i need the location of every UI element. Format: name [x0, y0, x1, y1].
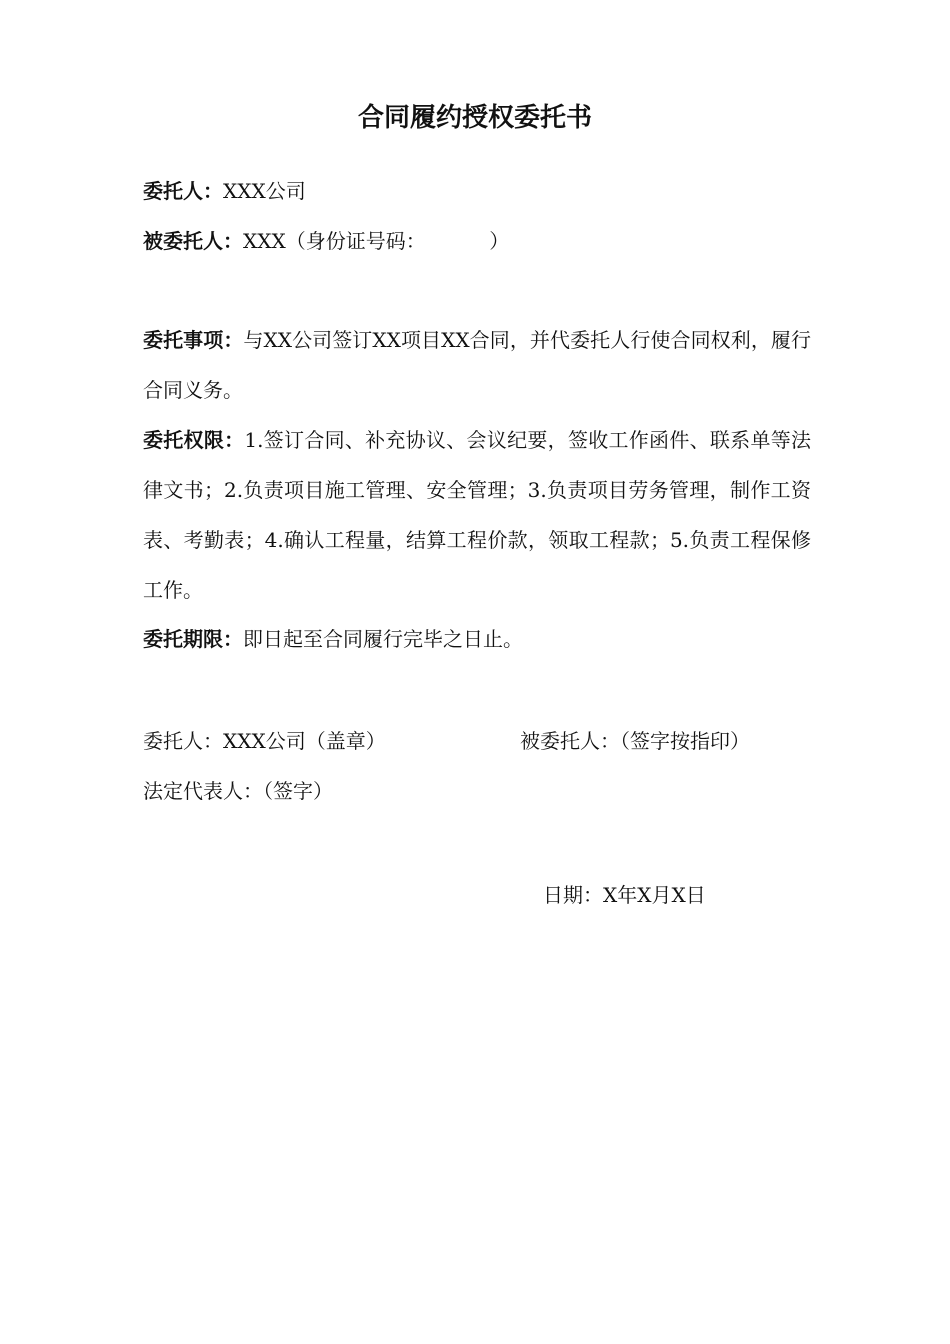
agent-label: 被委托人：: [143, 229, 243, 253]
authority-label: 委托权限：: [143, 428, 245, 452]
principal-line: [143, 166, 306, 216]
document-title: 合同履约授权委托书: [357, 103, 592, 133]
period-paragraph: [143, 614, 811, 664]
agent-value: XXX（身份证号码： ）: [243, 229, 510, 253]
matters-paragraph: [143, 315, 811, 415]
principal-value: XXX公司: [223, 179, 306, 203]
period-text: 即日起至合同履行完毕之日止。: [243, 627, 523, 651]
principal-signature: 委托人：XXX公司（盖章）: [143, 729, 386, 753]
agent-signature: 被委托人：（签字按指印）: [520, 729, 750, 753]
legal-representative-signature: 法定代表人：（签字）: [143, 779, 333, 803]
period-label: 委托期限：: [143, 627, 243, 651]
document-date: 日期：X年X月X日: [543, 883, 706, 907]
principal-label: 委托人：: [143, 179, 223, 203]
matters-text: 与XX公司签订XX项目XX合同，并代委托人行使合同权利，履行合同义务。: [143, 328, 812, 402]
authority-text: 1.签订合同、补充协议、会议纪要，签收工作函件、联系单等法律文书；2.负责项目施工管理、安全管理；3.负责项目劳务管理，制作工资表、考勤表；4.确认工程量，结算工程价款，领取工程款；5.负责工程保修工作。: [143, 428, 812, 602]
agent-line: [143, 216, 509, 266]
matters-label: 委托事项：: [143, 328, 244, 352]
authority-paragraph: [143, 415, 811, 615]
